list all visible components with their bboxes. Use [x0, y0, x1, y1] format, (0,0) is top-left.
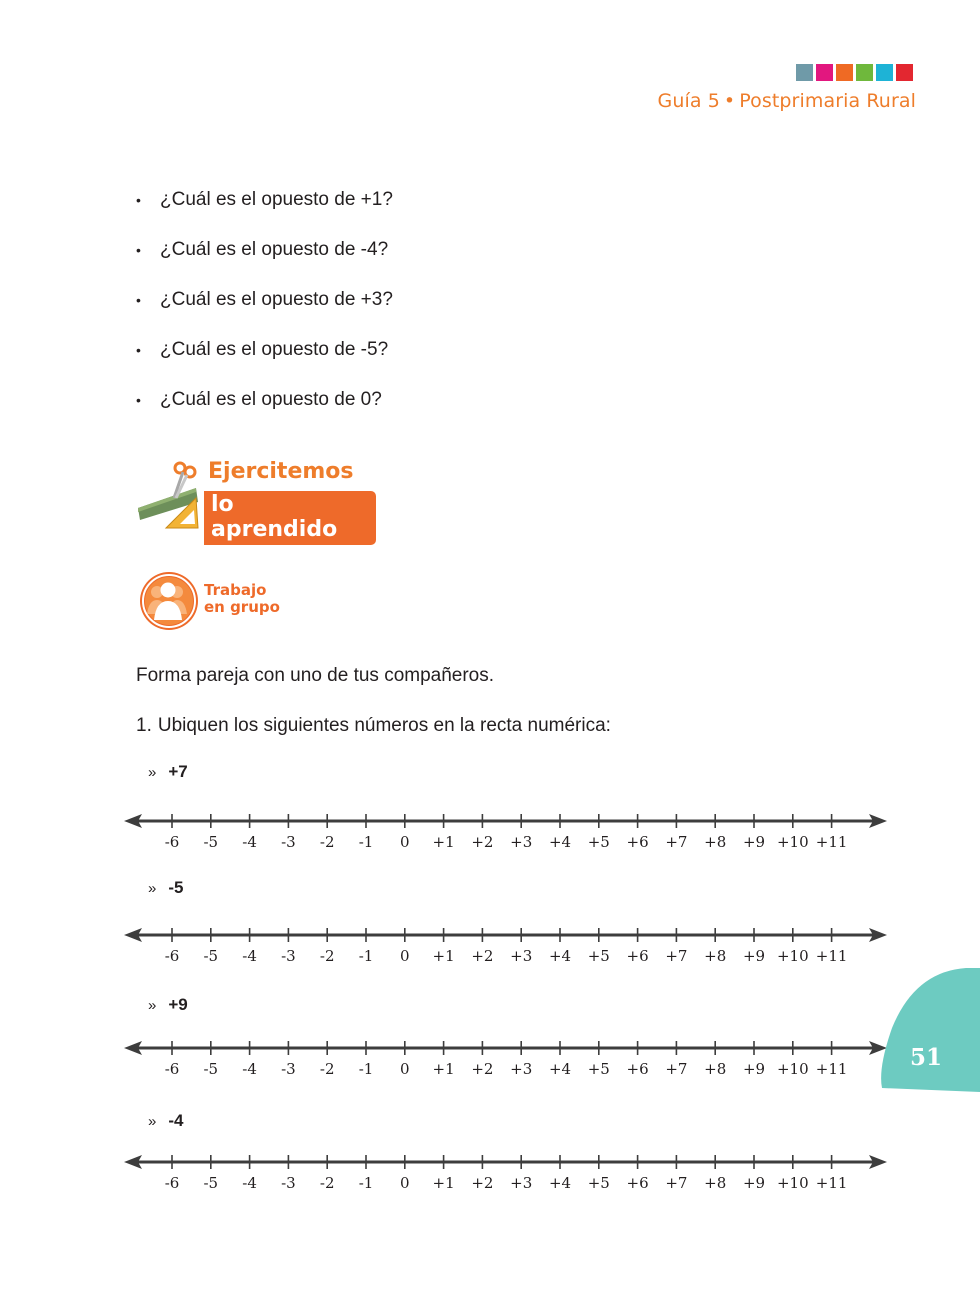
color-swatch [876, 64, 893, 81]
tick-label: +3 [510, 833, 533, 851]
page-tab-shape [881, 968, 980, 1092]
tick-label: +10 [776, 1174, 809, 1192]
ruler-scissors-icon [136, 458, 208, 532]
chevron-bullet: » [148, 880, 157, 897]
tick-label: +2 [471, 1060, 494, 1078]
tick-label: +1 [432, 833, 455, 851]
tick-label: +11 [815, 833, 848, 851]
tick-label: +3 [510, 1174, 533, 1192]
color-swatch [816, 64, 833, 81]
tick-label: +8 [704, 1060, 727, 1078]
badge-line2: en grupo [204, 598, 280, 616]
tick-label: +2 [471, 1174, 494, 1192]
tick-label: +9 [742, 947, 766, 965]
group-people-icon [139, 570, 201, 632]
tick-label: -6 [164, 1174, 180, 1192]
number-line [0, 1033, 900, 1081]
exercise-value: -4 [168, 1111, 184, 1130]
section-banner [136, 458, 376, 542]
tick-label: +6 [626, 1174, 649, 1192]
tick-label: +7 [665, 833, 688, 851]
tick-label: +1 [432, 1060, 455, 1078]
tick-label: -4 [242, 833, 257, 851]
page-tab [878, 968, 980, 1092]
tick-label: -2 [319, 1174, 335, 1192]
tick-label: 0 [400, 1060, 410, 1078]
tick-label: +5 [587, 947, 610, 965]
tick-label: +11 [815, 1060, 848, 1078]
tick-label: +4 [548, 947, 572, 965]
tick-label: -4 [242, 1174, 257, 1192]
guide-subtitle: Postprimaria Rural [739, 90, 916, 112]
color-swatch [896, 64, 913, 81]
tick-label: -6 [164, 833, 180, 851]
badge-line1: Trabajo [204, 581, 267, 599]
question-item: • ¿Cuál es el opuesto de +3? [136, 286, 393, 336]
task-text: Ubiquen los siguientes números en la recta numérica: [157, 715, 611, 736]
chevron-bullet: » [148, 764, 157, 781]
number-line [0, 920, 900, 968]
tick-label: -4 [242, 947, 257, 965]
tick-label: +1 [432, 1174, 455, 1192]
exercise-item [148, 878, 183, 898]
tick-label: +5 [587, 833, 610, 851]
tick-label: -5 [203, 947, 219, 965]
tick-label: -2 [319, 947, 335, 965]
tick-label: -6 [164, 947, 180, 965]
tick-label: -6 [164, 1060, 180, 1078]
task [136, 712, 611, 740]
color-swatch [796, 64, 813, 81]
tick-label: +5 [587, 1060, 610, 1078]
exercise-value: +7 [168, 762, 188, 781]
banner-line2: lo aprendido [204, 491, 376, 545]
color-swatch [856, 64, 873, 81]
header-separator: • [723, 90, 736, 112]
tick-label: +4 [548, 1174, 572, 1192]
tick-label: -1 [358, 1060, 374, 1078]
tick-label: +9 [742, 1174, 766, 1192]
tick-label: +7 [665, 947, 688, 965]
exercise-item [148, 762, 188, 782]
number-line-svg [0, 1147, 900, 1195]
tick-label: +7 [665, 1060, 688, 1078]
number-line [0, 806, 900, 854]
question-item: • ¿Cuál es el opuesto de -4? [136, 236, 393, 286]
tick-label: -1 [358, 1174, 374, 1192]
number-line-svg [0, 1033, 900, 1081]
color-strip [796, 64, 913, 81]
tick-label: -5 [203, 1174, 219, 1192]
tick-label: -1 [358, 947, 374, 965]
tick-label: -3 [281, 1060, 296, 1078]
question-item: • ¿Cuál es el opuesto de -5? [136, 336, 393, 386]
tick-label: -2 [319, 1060, 335, 1078]
number-line [0, 1147, 900, 1195]
tick-label: +7 [665, 1174, 688, 1192]
tick-label: +6 [626, 1060, 649, 1078]
tick-label: 0 [400, 947, 410, 965]
tick-label: 0 [400, 833, 410, 851]
tick-label: -3 [281, 947, 296, 965]
tick-label: 0 [400, 1174, 410, 1192]
tick-label: +6 [626, 947, 649, 965]
tick-label: +8 [704, 833, 727, 851]
exercise-item [148, 1111, 183, 1131]
tick-label: +4 [548, 1060, 572, 1078]
tick-label: +10 [776, 833, 809, 851]
tick-label: +10 [776, 1060, 809, 1078]
chevron-bullet: » [148, 1113, 157, 1130]
tick-label: +9 [742, 1060, 766, 1078]
header-title [658, 90, 917, 112]
question-item: • ¿Cuál es el opuesto de +1? [136, 186, 393, 236]
tick-label: -1 [358, 833, 374, 851]
tick-label: +11 [815, 1174, 848, 1192]
banner-line1: Ejercitemos [208, 459, 354, 484]
tick-label: -3 [281, 833, 296, 851]
page-number: 51 [910, 1044, 943, 1071]
exercise-item [148, 995, 188, 1015]
tick-label: +4 [548, 833, 572, 851]
task-number: 1. [136, 715, 152, 736]
tick-label: +8 [704, 947, 727, 965]
question-item: • ¿Cuál es el opuesto de 0? [136, 386, 393, 436]
exercise-value: -5 [168, 878, 184, 897]
tick-label: +11 [815, 947, 848, 965]
number-line-svg [0, 806, 900, 854]
tick-label: -4 [242, 1060, 257, 1078]
tick-label: +5 [587, 1174, 610, 1192]
color-swatch [836, 64, 853, 81]
tick-label: +9 [742, 833, 766, 851]
exercise-value: +9 [168, 995, 188, 1014]
instruction: Forma pareja con uno de tus compañeros. [136, 665, 495, 686]
tick-label: -5 [203, 833, 219, 851]
chevron-bullet: » [148, 997, 157, 1014]
guide-name: Guía 5 [657, 90, 720, 112]
tick-label: +6 [626, 833, 649, 851]
tick-label: -5 [203, 1060, 219, 1078]
questions-list [136, 186, 393, 436]
tick-label: +1 [432, 947, 455, 965]
tick-label: +3 [510, 947, 533, 965]
tick-label: +8 [704, 1174, 727, 1192]
tick-label: +2 [471, 947, 494, 965]
tick-label: +10 [776, 947, 809, 965]
tick-label: -2 [319, 833, 335, 851]
tick-label: -3 [281, 1174, 296, 1192]
tick-label: +3 [510, 1060, 533, 1078]
tick-label: +2 [471, 833, 494, 851]
number-line-svg [0, 920, 900, 968]
